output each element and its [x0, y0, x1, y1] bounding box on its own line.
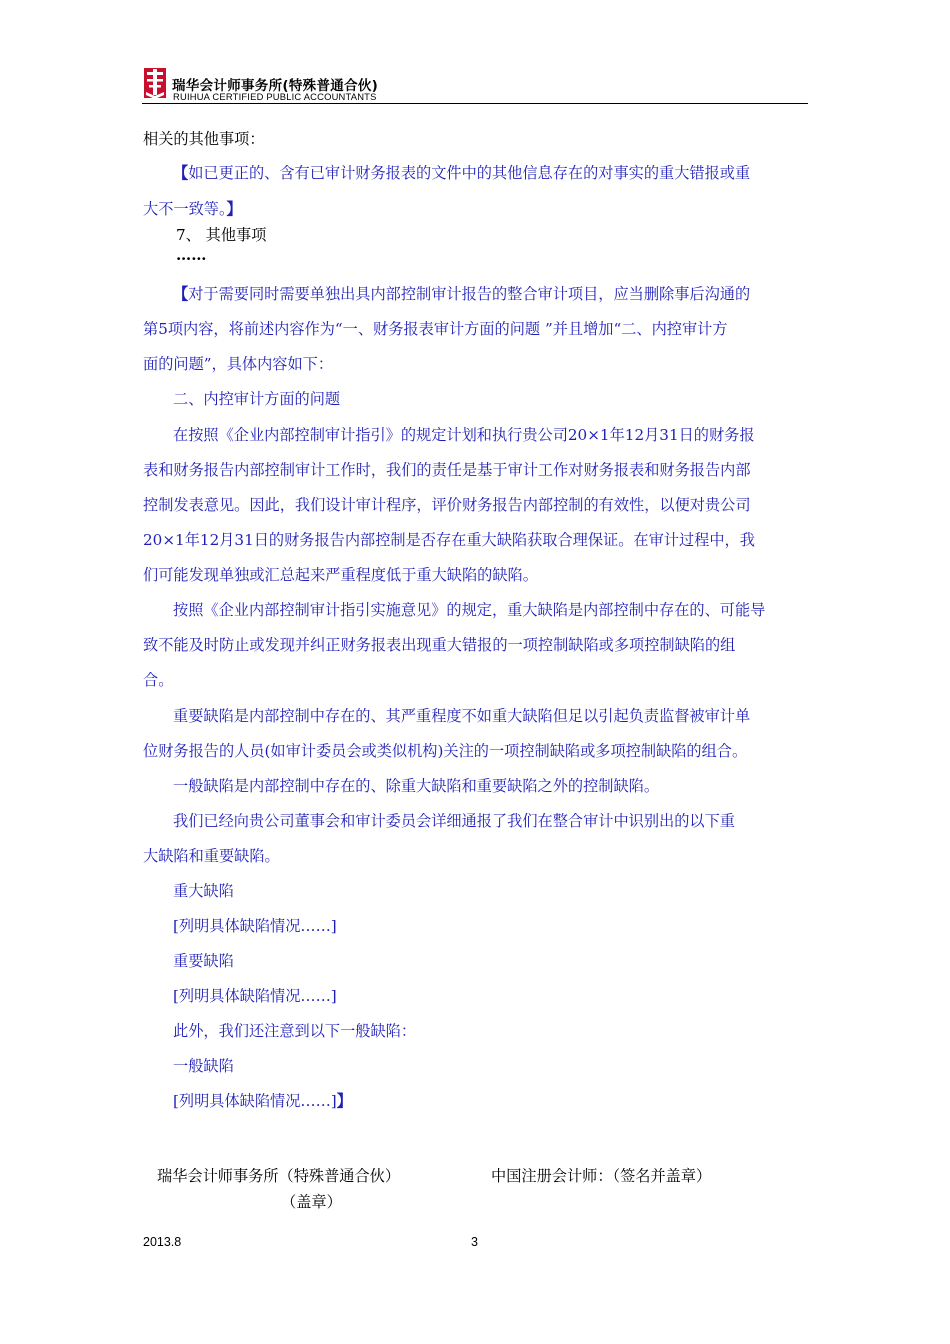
- text-line: 一般缺陷是内部控制中存在的、除重大缺陷和重要缺陷之外的控制缺陷。: [173, 777, 659, 795]
- text-line: 面的问题”，具体内容如下：: [143, 355, 334, 373]
- text-line: 第5项内容，将前述内容作为“一、财务报表审计方面的问题 ”并且增加“二、内控审计方: [143, 320, 728, 338]
- signature-firm-seal: （盖章）: [281, 1193, 342, 1211]
- placeholder-line: [列明具体缺陷情况……]: [173, 917, 337, 935]
- placeholder-line: [列明具体缺陷情况……]】: [173, 1092, 352, 1110]
- text-line: 位财务报告的人员(如审计委员会或类似机构)关注的一项控制缺陷或多项控制缺陷的组合。: [143, 742, 748, 760]
- text-line: 20×1年12月31日的财务报告内部控制是否存在重大缺陷获取合理保证。在审计过程中，我: [143, 531, 755, 549]
- text-line: 【对于需要同时需要单独出具内部控制审计报告的整合审计项目，应当删除事后沟通的: [173, 285, 751, 303]
- text-line: 致不能及时防止或发现并纠正财务报表出现重大错报的一项控制缺陷或多项控制缺陷的组: [143, 636, 736, 654]
- section-heading: 7、 其他事项: [176, 226, 267, 244]
- text-line: 大缺陷和重要缺陷。: [143, 847, 280, 865]
- text-line: 重要缺陷是内部控制中存在的、其严重程度不如重大缺陷但足以引起负责监督被审计单: [173, 707, 751, 725]
- text-line: 表和财务报告内部控制审计工作时，我们的责任是基于审计工作对财务报表和财务报告内部: [143, 461, 751, 479]
- text-line: 按照《企业内部控制审计指引实施意见》的规定，重大缺陷是内部控制中存在的、可能导: [173, 601, 766, 619]
- signature-cpa: 中国注册会计师：（签名并盖章）: [491, 1167, 712, 1185]
- section-heading: 二、内控审计方面的问题: [173, 390, 341, 408]
- firm-name-cn: 瑞华会计师事务所(特殊普通合伙): [172, 78, 379, 94]
- text-line: 【如已更正的、含有已审计财务报表的文件中的其他信息存在的对事实的重大错报或重: [173, 164, 751, 182]
- list-heading: 重要缺陷: [173, 952, 234, 970]
- ruihua-logo-icon: [142, 66, 168, 100]
- list-heading: 一般缺陷: [173, 1057, 234, 1075]
- list-heading: 重大缺陷: [173, 882, 234, 900]
- text-line: 相关的其他事项：: [143, 130, 265, 148]
- footer-date: 2013.8: [143, 1235, 182, 1249]
- text-line: 在按照《企业内部控制审计指引》的规定计划和执行贵公司20×1年12月31日的财务报: [173, 426, 755, 444]
- text-line: 控制发表意见。因此，我们设计审计程序，评价财务报告内部控制的有效性，以便对贵公司: [143, 496, 751, 514]
- placeholder-line: [列明具体缺陷情况……]: [173, 987, 337, 1005]
- header-rule: [142, 103, 808, 104]
- text-line: 此外，我们还注意到以下一般缺陷：: [173, 1022, 416, 1040]
- text-line: 大不一致等。】: [143, 200, 242, 218]
- page-number: 3: [471, 1235, 478, 1249]
- text-line: 合。: [143, 671, 174, 689]
- text-line: 我们已经向贵公司董事会和审计委员会详细通报了我们在整合审计中识别出的以下重: [173, 812, 735, 830]
- firm-name-en: RUIHUA CERTIFIED PUBLIC ACCOUNTANTS: [173, 91, 377, 102]
- text-line: 们可能发现单独或汇总起来严重程度低于重大缺陷的缺陷。: [143, 566, 538, 584]
- signature-firm: 瑞华会计师事务所（特殊普通合伙）: [157, 1167, 400, 1185]
- ellipsis: ……: [176, 246, 207, 264]
